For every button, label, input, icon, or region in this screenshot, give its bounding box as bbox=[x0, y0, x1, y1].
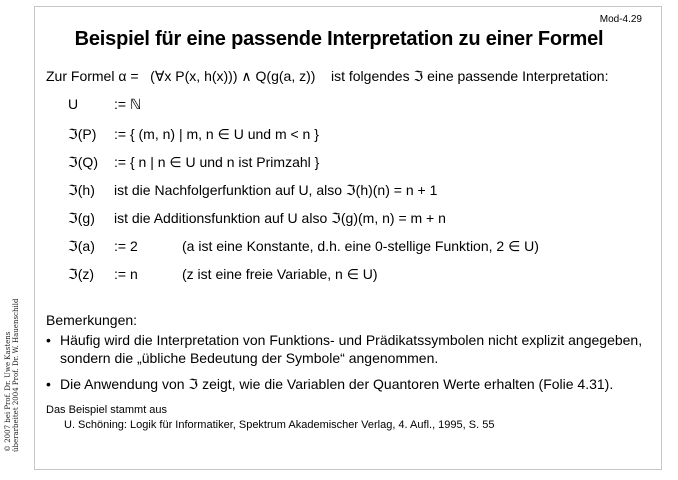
definition-symbol: ℑ(z) bbox=[68, 266, 95, 282]
definition-text: := ℕ bbox=[114, 96, 142, 112]
page-title: Beispiel für eine passende Interpretation zu einer Formel bbox=[74, 28, 604, 50]
definition-symbol: ℑ(P) bbox=[68, 126, 97, 142]
slide-number: Mod-4.29 bbox=[599, 14, 642, 25]
definition-text: ist die Nachfolgerfunktion auf U, also ℑ(h)(n) = n + 1 bbox=[114, 182, 438, 198]
definition-symbol: U bbox=[68, 96, 79, 112]
remarks-heading: Bemerkungen: bbox=[46, 312, 138, 328]
definition-symbol: ℑ(a) bbox=[68, 238, 95, 254]
source-reference: U. Schöning: Logik für Informatiker, Spektrum Akademischer Verlag, 4. Aufl., 1995, S. 55 bbox=[64, 419, 495, 431]
definition-text: ist die Additionsfunktion auf U also ℑ(g)(m, n) = m + n bbox=[114, 210, 446, 226]
remark-text: Die Anwendung von ℑ zeigt, wie die Variablen der Quantoren Werte erhalten (Folie 4.31). bbox=[60, 376, 614, 392]
definition-text: := 2 bbox=[114, 238, 138, 254]
definition-text: := n bbox=[114, 266, 138, 282]
remark-text: Häufig wird die Interpretation von Funktions- und Prädikatssymbolen nicht explizit angegeben, sondern die „übliche Bedeutung der Symbole“ angenommen. bbox=[60, 332, 643, 366]
definition-text: := { (m, n) | m, n ∈ U und m < n } bbox=[114, 126, 319, 142]
copyright-line-1: © 2007 bei Prof. Dr. Uwe Kastens bbox=[4, 331, 12, 452]
copyright-side-note bbox=[4, 299, 20, 452]
definition-note: (z ist eine freie Variable, n ∈ U) bbox=[182, 266, 378, 282]
definition-text: := { n | n ∈ U und n ist Primzahl } bbox=[114, 154, 320, 170]
copyright-line-2: überarbeitet 2004 Prof. Dr. W. Hauenschild bbox=[12, 298, 20, 452]
intro-line: Zur Formel α = (∀x P(x, h(x))) ∧ Q(g(a, z)) ist folgendes ℑ eine passende Interpretation: bbox=[46, 68, 609, 84]
source-heading: Das Beispiel stammt aus bbox=[46, 404, 168, 416]
definition-symbol: ℑ(h) bbox=[68, 182, 95, 198]
definition-symbol: ℑ(Q) bbox=[68, 154, 98, 170]
bullet-marker: • bbox=[46, 332, 51, 348]
bullet-marker: • bbox=[46, 376, 51, 392]
definition-note: (a ist eine Konstante, d.h. eine 0-stellige Funktion, 2 ∈ U) bbox=[182, 238, 539, 254]
definition-symbol: ℑ(g) bbox=[68, 210, 95, 226]
